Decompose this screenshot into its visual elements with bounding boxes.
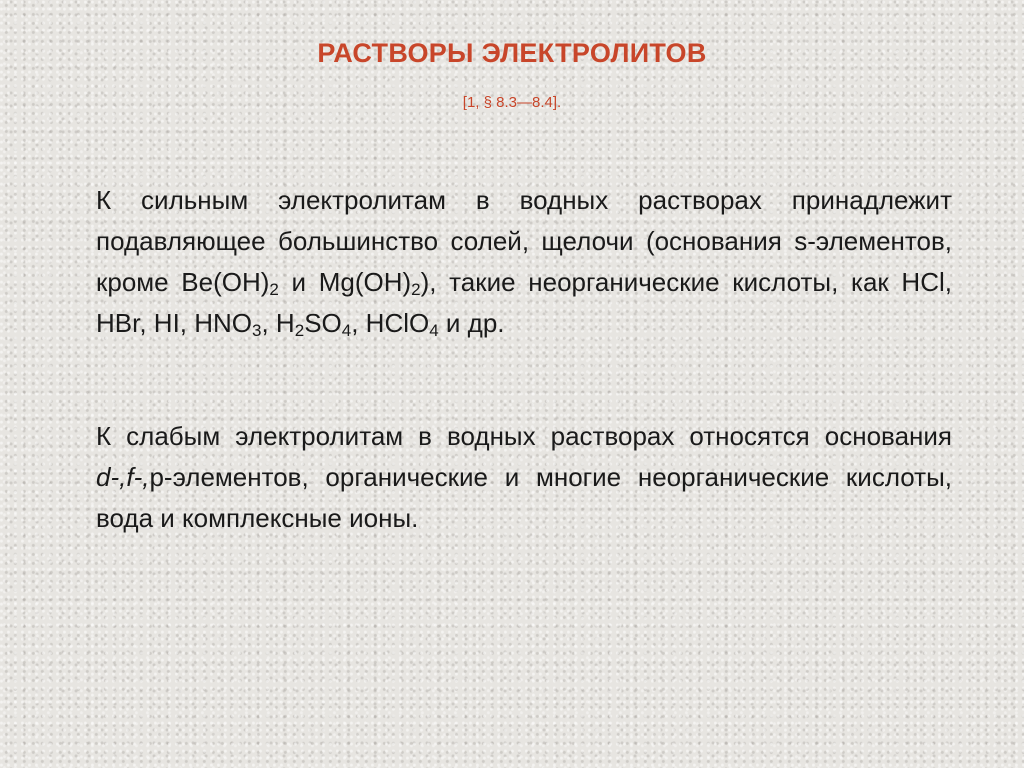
subscript: 2 (294, 321, 305, 340)
text-segment: и Mg(OH) (278, 267, 412, 297)
italic-text: d-,f-, (96, 462, 150, 492)
subscript: 4 (341, 321, 352, 340)
text-segment: К сильным электролитам в водных растворах принадлежит подавляющее большинство солей, щелочи (основания s-элементов, кроме Be(OH) (96, 185, 952, 297)
text-segment: p-элементов, органические и многие неорганические кислоты, вода и комплексные ионы. (96, 462, 952, 533)
subscript: 4 (429, 321, 439, 340)
subscript: 3 (252, 321, 262, 340)
subscript: 2 (269, 280, 279, 299)
text-segment: и др. (438, 308, 505, 338)
text-segment: , H (261, 308, 295, 338)
weak-electrolytes-paragraph (96, 416, 952, 539)
text-segment: ), такие неорганические кислоты, как HCl, HBr, HI, HNO (96, 267, 952, 338)
text-segment: К слабым электролитам в водных растворах относятся основания (96, 421, 952, 451)
subscript: 2 (411, 280, 421, 299)
strong-electrolytes-paragraph (96, 180, 952, 344)
text-segment: SO (304, 308, 342, 338)
text-segment: , HClO (351, 308, 430, 338)
slide-title: РАСТВОРЫ ЭЛЕКТРОЛИТОВ (317, 38, 707, 68)
reference-note: [1, § 8.3—8.4]. (462, 94, 562, 111)
